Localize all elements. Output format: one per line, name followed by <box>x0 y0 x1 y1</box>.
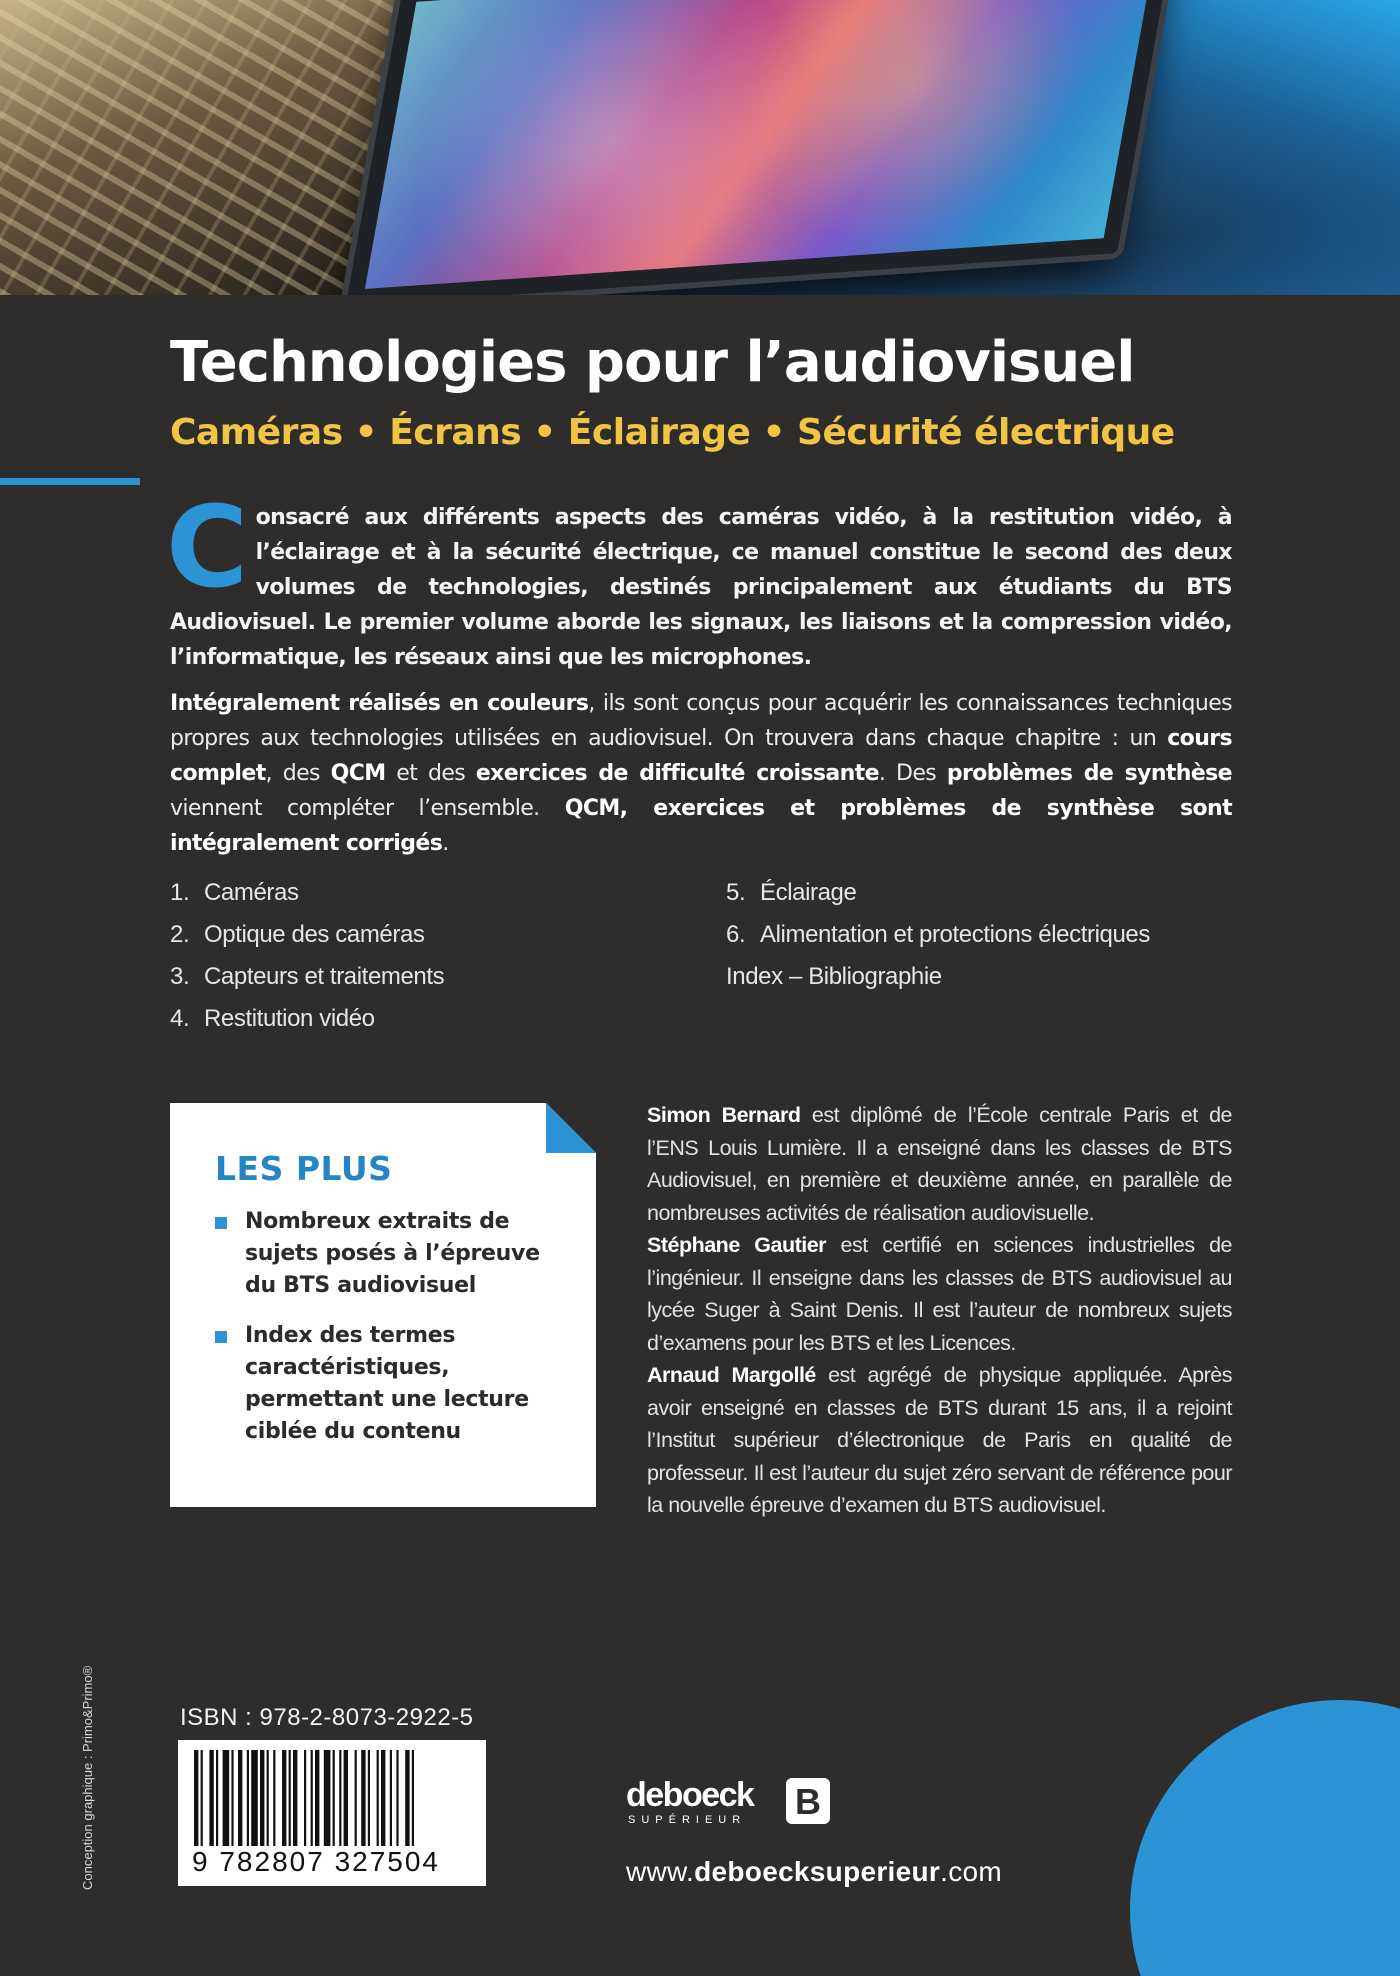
barcode-bar <box>315 1750 319 1846</box>
barcode-digits: 9 782807 327504 <box>192 1846 440 1877</box>
barcode-bars-icon <box>194 1750 470 1846</box>
barcode-bar <box>282 1750 286 1846</box>
website-suffix: .com <box>940 1856 1002 1887</box>
author-bio-text: est diplômé de l’École centrale Paris et de l’ENS Louis Lumière. Il a enseigné dans les classes de BTS Audiovisuel, en première et deuxième année, en parallèle de nombreuses activités de réalisation audiovisuelle. <box>647 1103 1232 1225</box>
toc-number: 3. <box>170 963 190 990</box>
emphasis: cours complet <box>170 726 1232 786</box>
barcode-bar <box>260 1750 264 1846</box>
toc-item <box>170 998 444 1040</box>
barcode-bar <box>273 1750 275 1846</box>
toc-number: 5. <box>726 879 746 906</box>
barcode-bar <box>368 1750 370 1846</box>
text: , des <box>265 761 331 786</box>
barcode-bar <box>247 1750 249 1846</box>
emphasis: QCM, exercices et problèmes de synthèse sont intégralement corrigés <box>170 796 1232 856</box>
barcode-bar <box>412 1750 414 1846</box>
barcode-bar <box>324 1750 331 1846</box>
barcode-bar <box>355 1750 357 1846</box>
folded-corner-icon <box>546 1103 596 1153</box>
barcode-bar <box>381 1750 385 1846</box>
text: viennent compléter l’ensemble. <box>170 796 565 821</box>
author-bios <box>647 1099 1232 1522</box>
barcode-bar <box>396 1750 398 1846</box>
toc-item <box>170 956 444 998</box>
barcode-bar <box>293 1750 297 1846</box>
author-bio <box>647 1099 1232 1229</box>
book-subtitle: Caméras • Écrans • Éclairage • Sécurité électrique <box>170 412 1175 453</box>
toc-item <box>726 872 1150 914</box>
barcode-bar <box>405 1750 409 1846</box>
text: , ils sont conçus pour acquérir les connaissances techniques propres aux technologies utilisées en audiovisuel. On trouvera dans chaque chapitre : un <box>170 691 1232 751</box>
emphasis: QCM <box>330 761 386 786</box>
toc-label: Index – Bibliographie <box>726 963 942 990</box>
barcode-bar <box>209 1750 213 1846</box>
toc-number: 4. <box>170 1005 190 1032</box>
book-title: Technologies pour l’audiovisuel <box>170 330 1135 395</box>
barcode-bar <box>238 1750 242 1846</box>
barcode-bar <box>194 1750 198 1846</box>
emphasis: exercices de difficulté croissante <box>475 761 879 786</box>
author-bio-text: est agrégé de physique appliquée. Après avoir enseigné en classes de BTS durant 15 ans, il a rejoint l’Institut supérieur d’électronique de Paris en qualité de professeur. Il est l’auteur du sujet zéro servant de référence pour la nouvelle épreuve d’examen du BTS audiovisuel. <box>647 1363 1232 1517</box>
corner-decoration <box>1130 1700 1400 1976</box>
barcode-bar <box>377 1750 379 1846</box>
author-name: Simon Bernard <box>647 1103 801 1127</box>
barcode-bar <box>361 1750 365 1846</box>
square-bullet-icon <box>215 1217 227 1229</box>
les-plus-title: LES PLUS <box>215 1149 393 1188</box>
toc-label: Éclairage <box>760 879 857 906</box>
description-paragraph <box>170 686 1232 861</box>
barcode-bar <box>339 1750 341 1846</box>
text: . Des <box>878 761 947 786</box>
accent-bar <box>0 478 140 485</box>
barcode-bar <box>304 1750 306 1846</box>
toc-label: Caméras <box>204 879 299 906</box>
barcode-bar <box>231 1750 233 1846</box>
text: et des <box>385 761 476 786</box>
author-name: Arnaud Margollé <box>647 1363 816 1387</box>
barcode-bar <box>201 1750 203 1846</box>
barcode <box>178 1740 486 1886</box>
barcode-bar <box>311 1750 313 1846</box>
isbn-label: ISBN : 978-2-8073-2922-5 <box>180 1704 474 1731</box>
toc-label: Optique des caméras <box>204 921 425 948</box>
toc-label: Restitution vidéo <box>204 1005 375 1032</box>
drop-cap: C <box>166 483 248 613</box>
toc-number: 1. <box>170 879 190 906</box>
cover-photo <box>0 0 1400 295</box>
author-bio-text: est certifié en sciences industrielles de l’ingénieur. Il enseigne dans les classes de BTS audiovisuel au lycée Suger à Saint Denis. Il est l’auteur de nombreux sujets d’examens pour les BTS et les Licences. <box>647 1233 1233 1355</box>
les-plus-item-text: Nombreux extraits de sujets posés à l’épreuve du BTS audiovisuel <box>245 1209 540 1298</box>
publisher-logo <box>626 1776 821 1826</box>
toc-item <box>726 956 1150 998</box>
toc-label: Capteurs et traitements <box>204 963 445 990</box>
emphasis: problèmes de synthèse <box>946 761 1232 786</box>
author-bio <box>647 1229 1232 1359</box>
toc-number: 6. <box>726 921 746 948</box>
logo-mark-letter: B <box>795 1781 821 1822</box>
toc-item <box>726 914 1150 956</box>
toc-item <box>170 872 444 914</box>
design-credit: Conception graphique : Primo&Primo® <box>80 1665 95 1890</box>
barcode-bar <box>267 1750 269 1846</box>
toc-item <box>170 914 444 956</box>
table-of-contents-right <box>726 872 1150 998</box>
les-plus-item <box>215 1206 575 1302</box>
barcode-bar <box>223 1750 230 1846</box>
website-prefix: www. <box>626 1856 695 1887</box>
barcode-bar <box>251 1750 258 1846</box>
les-plus-item <box>215 1320 575 1448</box>
square-bullet-icon <box>215 1331 227 1343</box>
image-sensor-graphic <box>346 0 1175 295</box>
text: . <box>442 831 449 856</box>
logo-subtitle: SUPÉRIEUR <box>628 1814 747 1826</box>
toc-label: Alimentation et protections électriques <box>760 921 1150 948</box>
les-plus-box <box>170 1103 596 1507</box>
barcode-bar <box>289 1750 291 1846</box>
publisher-website[interactable] <box>626 1856 1002 1888</box>
barcode-bar <box>333 1750 335 1846</box>
intro-paragraph <box>166 483 1232 675</box>
author-bio <box>647 1359 1232 1522</box>
table-of-contents-left <box>170 872 444 1040</box>
website-domain: deboecksuperieur <box>694 1856 941 1887</box>
les-plus-list <box>215 1206 575 1466</box>
intro-text: onsacré aux différents aspects des caméras vidéo, à la restitution vidéo, à l’éclairage et à la sécurité électrique, ce manuel constitue le second des deux volumes de technologies, destinés principalement aux étudiants du BTS Audiovisuel. Le premier volume aborde les signaux, les liaisons et la compression vidéo, l’informatique, les réseaux ainsi que les microphones. <box>170 505 1232 670</box>
barcode-bar <box>390 1750 392 1846</box>
toc-number: 2. <box>170 921 190 948</box>
barcode-bar <box>216 1750 218 1846</box>
emphasis: Intégralement réalisés en couleurs <box>170 691 589 716</box>
les-plus-item-text: Index des termes caractéristiques, permettant une lecture ciblée du contenu <box>245 1323 529 1444</box>
logo-b-mark-icon <box>786 1778 830 1824</box>
barcode-bar <box>344 1750 348 1846</box>
logo-wordmark: deboeck <box>626 1776 754 1814</box>
author-name: Stéphane Gautier <box>647 1233 827 1257</box>
